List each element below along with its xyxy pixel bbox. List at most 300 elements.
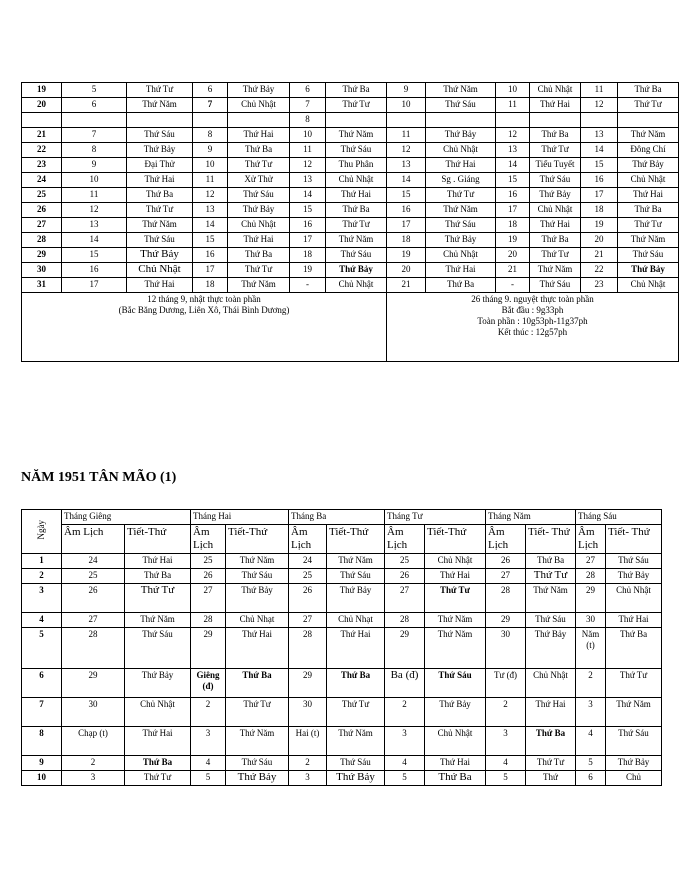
table-row xyxy=(22,554,662,569)
table-cell: Thứ Tư xyxy=(530,143,581,158)
table-cell: Chủ Nhật xyxy=(618,278,679,293)
table-cell: 26 xyxy=(191,569,226,584)
notes-row xyxy=(22,293,679,362)
table-cell: 25 xyxy=(385,554,425,569)
table-cell: Thứ Ba xyxy=(618,83,679,98)
table-cell: 15 xyxy=(62,248,127,263)
table-cell: Thứ Hai xyxy=(426,263,496,278)
table-cell: Thứ Bảy xyxy=(326,263,387,278)
table-cell: Thứ Ba xyxy=(326,83,387,98)
table-row xyxy=(22,727,662,756)
table-cell: Thứ Ba xyxy=(425,771,486,786)
sub-header-row xyxy=(22,525,662,554)
table-cell: 17 xyxy=(387,218,426,233)
table-cell: Thứ Sáu xyxy=(530,278,581,293)
table-cell: 12 xyxy=(496,128,530,143)
ngay-label: Ngày xyxy=(36,520,46,540)
table-cell: Thứ Ba xyxy=(228,143,290,158)
day-cell: 30 xyxy=(22,263,62,278)
note-line: Bắt đầu : 9g33ph xyxy=(501,305,564,315)
table-cell: Đại Thử xyxy=(127,158,193,173)
table-cell: Thứ Bảy xyxy=(127,143,193,158)
table-cell: 10 xyxy=(496,83,530,98)
table-cell: Thứ Bảy xyxy=(425,698,486,727)
table-cell: 16 xyxy=(290,218,326,233)
month-header: Tháng Sáu xyxy=(576,510,662,525)
table-cell: Thứ Sáu xyxy=(606,554,662,569)
table-cell: 15 xyxy=(387,188,426,203)
table-cell: 11 xyxy=(62,188,127,203)
table-cell: 16 xyxy=(387,203,426,218)
table-cell: 30 xyxy=(486,628,526,669)
month-header: Tháng Hai xyxy=(191,510,289,525)
table-cell: Thứ Sáu xyxy=(127,233,193,248)
table-cell: Thứ Bảy xyxy=(618,158,679,173)
day-cell: 1 xyxy=(22,554,62,569)
table-row xyxy=(22,143,679,158)
table-cell: 7 xyxy=(62,128,127,143)
table-cell: Thứ xyxy=(526,771,576,786)
calendar-table-1-body xyxy=(22,83,679,362)
table-cell: Thứ Hai xyxy=(530,98,581,113)
table-cell xyxy=(127,113,193,128)
table-cell: Chủ Nhật xyxy=(425,727,486,756)
table-cell: Thứ Bảy xyxy=(127,248,193,263)
table-cell: Thứ Ba xyxy=(326,203,387,218)
table-row xyxy=(22,569,662,584)
table-cell: Thứ Hai xyxy=(426,158,496,173)
table-cell: 21 xyxy=(387,278,426,293)
eclipse-note-left xyxy=(22,293,387,362)
table-cell: Thứ Hai xyxy=(425,756,486,771)
table-cell: 29 xyxy=(191,628,226,669)
ngay-header xyxy=(22,510,62,554)
table-cell: 25 xyxy=(289,569,327,584)
table-cell: 16 xyxy=(193,248,228,263)
table-cell: Thứ Tư xyxy=(327,698,385,727)
day-cell: 23 xyxy=(22,158,62,173)
table-cell: 5 xyxy=(62,83,127,98)
day-cell: 19 xyxy=(22,83,62,98)
table-cell: 13 xyxy=(193,203,228,218)
table-cell: 14 xyxy=(387,173,426,188)
note-line: Toàn phần : 10g53ph-11g37ph xyxy=(477,316,588,326)
table-cell: Thứ Bảy xyxy=(530,188,581,203)
table-cell: 17 xyxy=(193,263,228,278)
table-cell: 8 xyxy=(193,128,228,143)
table-cell: Thứ Sáu xyxy=(426,98,496,113)
table-cell: Thứ Năm xyxy=(127,98,193,113)
table-cell: Thứ Ba xyxy=(426,278,496,293)
table-cell: Thứ Sáu xyxy=(618,248,679,263)
table-cell: Thứ Năm xyxy=(425,628,486,669)
table-row xyxy=(22,128,679,143)
table-cell: 20 xyxy=(496,248,530,263)
table-cell: 28 xyxy=(576,569,606,584)
table-cell: 2 xyxy=(385,698,425,727)
table-cell xyxy=(22,113,62,128)
note-line: (Bắc Băng Dương, Liên Xô, Thái Bình Dương) xyxy=(118,305,290,315)
table-cell: Thứ Ba xyxy=(606,628,662,669)
table-cell xyxy=(228,113,290,128)
sub-header-am-lich: Âm Lịch xyxy=(486,525,526,554)
table-cell: Ba (đ) xyxy=(385,669,425,698)
table-cell: Thứ Tư xyxy=(125,771,191,786)
table-row xyxy=(22,628,662,669)
table-cell: Thứ Tư xyxy=(228,158,290,173)
table-cell: Thứ Sáu xyxy=(127,128,193,143)
table-cell xyxy=(618,113,679,128)
table-cell: Thứ Tư xyxy=(530,248,581,263)
table-cell: Thứ Năm xyxy=(526,584,576,613)
sub-header-tiet-thu: Tiết-Thứ xyxy=(425,525,486,554)
table-cell: 26 xyxy=(385,569,425,584)
table-cell: Chủ Nhạt xyxy=(226,613,289,628)
calendar-table-2-body xyxy=(22,510,662,786)
table-cell: 26 xyxy=(62,584,125,613)
table-cell: 29 xyxy=(62,669,125,698)
table-cell: Thứ Bảy xyxy=(426,128,496,143)
table-cell: 3 xyxy=(486,727,526,756)
table-cell: Thứ Ba xyxy=(327,669,385,698)
table-cell: Thứ Hai xyxy=(326,188,387,203)
table-cell: Chủ Nhật xyxy=(530,83,581,98)
table-cell: 2 xyxy=(62,756,125,771)
month-header-row xyxy=(22,510,662,525)
table-cell: 11 xyxy=(496,98,530,113)
sub-header-tiet-thu: Tiết- Thứ xyxy=(606,525,662,554)
table-cell: Chủ Nhật xyxy=(125,698,191,727)
day-cell: 25 xyxy=(22,188,62,203)
table-cell: Thứ Tư xyxy=(226,698,289,727)
table-cell: 15 xyxy=(193,233,228,248)
table-cell: 14 xyxy=(581,143,618,158)
table-cell: 14 xyxy=(193,218,228,233)
table-cell: 26 xyxy=(486,554,526,569)
table-cell: Thứ Năm xyxy=(426,83,496,98)
table-cell: Chủ Nhật xyxy=(526,669,576,698)
table-cell: Thứ Năm xyxy=(127,218,193,233)
table-cell: Thứ Bảy xyxy=(327,771,385,786)
table-cell: 18 xyxy=(290,248,326,263)
table-cell: Thứ Hai xyxy=(125,727,191,756)
table-cell: 9 xyxy=(62,158,127,173)
month-header: Tháng Giêng xyxy=(62,510,191,525)
table-cell: 6 xyxy=(193,83,228,98)
table-cell: Thứ Ba xyxy=(125,756,191,771)
table-cell: 10 xyxy=(290,128,326,143)
sub-header-am-lich: Âm Lịch xyxy=(191,525,226,554)
table-cell: 3 xyxy=(191,727,226,756)
table-cell: Chủ Nhật xyxy=(228,218,290,233)
table-cell: Thứ Năm xyxy=(530,263,581,278)
table-cell: 18 xyxy=(387,233,426,248)
table-cell: Thu Phân xyxy=(326,158,387,173)
table-cell: Thứ Hai xyxy=(226,628,289,669)
note-line: Kết thúc : 12g57ph xyxy=(497,327,568,337)
table-cell: Chủ Nhật xyxy=(618,173,679,188)
table-cell: 28 xyxy=(191,613,226,628)
table-cell: Thứ Tư xyxy=(606,669,662,698)
table-cell: 14 xyxy=(62,233,127,248)
table-cell xyxy=(496,113,530,128)
table-cell: 5 xyxy=(385,771,425,786)
table-cell: 8 xyxy=(62,143,127,158)
table-cell: 5 xyxy=(576,756,606,771)
table-cell: 26 xyxy=(289,584,327,613)
table-row xyxy=(22,698,662,727)
table-cell: 10 xyxy=(193,158,228,173)
table-row xyxy=(22,278,679,293)
table-cell: 29 xyxy=(486,613,526,628)
table-cell: 13 xyxy=(496,143,530,158)
table-cell: Thứ Năm xyxy=(226,554,289,569)
table-cell: 7 xyxy=(193,98,228,113)
day-cell: 4 xyxy=(22,613,62,628)
table-cell: 5 xyxy=(486,771,526,786)
table-cell: Thứ Ba xyxy=(530,128,581,143)
table-cell: 18 xyxy=(581,203,618,218)
day-cell: 27 xyxy=(22,218,62,233)
table-cell: 3 xyxy=(62,771,125,786)
table-cell: Thứ Sáu xyxy=(606,727,662,756)
table-row xyxy=(22,113,679,128)
table-cell: 11 xyxy=(581,83,618,98)
table-cell: Thứ Sáu xyxy=(426,218,496,233)
table-cell: Thứ Sáu xyxy=(327,756,385,771)
sub-header-tiet-thu: Tiết- Thứ xyxy=(526,525,576,554)
table-cell: 30 xyxy=(576,613,606,628)
table-cell: Thứ Bảy xyxy=(125,669,191,698)
table-cell: 13 xyxy=(387,158,426,173)
table-cell: 17 xyxy=(62,278,127,293)
table-cell: 2 xyxy=(486,698,526,727)
table-cell: Thứ Bảy xyxy=(228,203,290,218)
table-cell: 12 xyxy=(581,98,618,113)
table-cell: 29 xyxy=(289,669,327,698)
table-row xyxy=(22,248,679,263)
table-row xyxy=(22,756,662,771)
table-cell: 11 xyxy=(387,128,426,143)
table-cell: Thứ Hai xyxy=(526,698,576,727)
table-cell: 27 xyxy=(576,554,606,569)
table-cell: 4 xyxy=(191,756,226,771)
table-cell: 28 xyxy=(486,584,526,613)
table-cell: 16 xyxy=(496,188,530,203)
table-cell: Thứ Hai xyxy=(425,569,486,584)
month-header: Tháng Năm xyxy=(486,510,576,525)
table-cell: 16 xyxy=(62,263,127,278)
table-row xyxy=(22,158,679,173)
table-cell: 28 xyxy=(62,628,125,669)
table-cell: Thứ Tư xyxy=(228,263,290,278)
table-cell: Chủ Nhật xyxy=(426,248,496,263)
table-cell: Thứ Năm xyxy=(618,128,679,143)
table-cell: 27 xyxy=(62,613,125,628)
table-cell xyxy=(326,113,387,128)
table-cell: 13 xyxy=(581,128,618,143)
table-cell xyxy=(426,113,496,128)
table-cell: Thứ Bảy xyxy=(618,263,679,278)
day-cell: 22 xyxy=(22,143,62,158)
eclipse-note-right xyxy=(387,293,679,362)
table-cell: Thứ Ba xyxy=(526,554,576,569)
month-header: Tháng Ba xyxy=(289,510,385,525)
table-cell: 15 xyxy=(290,203,326,218)
calendar-table-1951 xyxy=(21,509,662,786)
table-cell xyxy=(62,113,127,128)
sub-header-am-lich: Âm Lịch xyxy=(576,525,606,554)
table-cell: 4 xyxy=(486,756,526,771)
table-cell: Thứ Sáu xyxy=(326,143,387,158)
table-cell: 19 xyxy=(290,263,326,278)
day-cell: 5 xyxy=(22,628,62,669)
day-cell: 29 xyxy=(22,248,62,263)
table-cell: Thứ Ba xyxy=(526,727,576,756)
table-cell: 27 xyxy=(191,584,226,613)
table-cell: 14 xyxy=(496,158,530,173)
table-cell xyxy=(581,113,618,128)
table-cell: Thứ Ba xyxy=(127,188,193,203)
table-cell: Thứ Năm xyxy=(125,613,191,628)
day-cell: 26 xyxy=(22,203,62,218)
table-row xyxy=(22,218,679,233)
sub-header-am-lich: Âm Lịch xyxy=(289,525,327,554)
table-cell: Thứ Hai xyxy=(127,278,193,293)
table-cell: Thứ Bảy xyxy=(226,771,289,786)
table-cell: 18 xyxy=(496,218,530,233)
table-cell: Thứ Hai xyxy=(606,613,662,628)
table-cell: 20 xyxy=(581,233,618,248)
table-row xyxy=(22,203,679,218)
table-cell: Thứ Năm xyxy=(228,278,290,293)
table-cell: Thứ Tư xyxy=(618,218,679,233)
table-cell: 6 xyxy=(62,98,127,113)
table-cell: Thứ Hai xyxy=(327,628,385,669)
table-cell: Thứ Hai xyxy=(228,233,290,248)
table-cell: 11 xyxy=(193,173,228,188)
table-cell: Thứ Năm xyxy=(326,233,387,248)
table-cell: - xyxy=(290,278,326,293)
day-cell: 3 xyxy=(22,584,62,613)
day-cell: 6 xyxy=(22,669,62,698)
table-cell: 21 xyxy=(496,263,530,278)
table-cell: 27 xyxy=(486,569,526,584)
table-cell: Thứ Tư xyxy=(425,584,486,613)
month-header: Tháng Tư xyxy=(385,510,486,525)
table-cell: 25 xyxy=(191,554,226,569)
table-cell: Thứ Năm xyxy=(425,613,486,628)
table-cell: 2 xyxy=(191,698,226,727)
day-cell: 9 xyxy=(22,756,62,771)
table-cell: 15 xyxy=(496,173,530,188)
table-cell: Thứ Ba xyxy=(618,203,679,218)
table-cell: Chủ Nhật xyxy=(228,98,290,113)
day-cell: 7 xyxy=(22,698,62,727)
sub-header-am-lich: Âm Lịch xyxy=(385,525,425,554)
table-cell: Thứ Hai xyxy=(127,173,193,188)
table-cell: 9 xyxy=(193,143,228,158)
table-cell: Thứ Tư xyxy=(326,218,387,233)
table-cell: Xử Thử xyxy=(228,173,290,188)
table-cell: Thứ Tư xyxy=(526,569,576,584)
table-cell: Chủ Nhật xyxy=(127,263,193,278)
table-cell: 25 xyxy=(62,569,125,584)
table-cell: 4 xyxy=(576,727,606,756)
sub-header-tiet-thu: Tiết-Thứ xyxy=(125,525,191,554)
table-row xyxy=(22,173,679,188)
table-cell: Tư (đ) xyxy=(486,669,526,698)
table-cell: Sg . Giáng xyxy=(426,173,496,188)
table-cell: Thứ Tư xyxy=(526,756,576,771)
table-cell: 7 xyxy=(290,98,326,113)
table-cell: Thứ Sáu xyxy=(425,669,486,698)
day-cell: 28 xyxy=(22,233,62,248)
table-cell: 19 xyxy=(496,233,530,248)
note-line: 26 tháng 9. nguyệt thực toàn phần xyxy=(471,294,594,304)
table-cell: Chủ Nhật xyxy=(426,143,496,158)
table-cell: Thứ Tư xyxy=(127,203,193,218)
table-cell: 19 xyxy=(581,218,618,233)
table-cell: 2 xyxy=(289,756,327,771)
table-cell: Thứ Sáu xyxy=(228,188,290,203)
table-row xyxy=(22,263,679,278)
day-cell: 8 xyxy=(22,727,62,756)
sub-header-tiet-thu: Tiết-Thứ xyxy=(327,525,385,554)
table-row xyxy=(22,233,679,248)
table-cell: 15 xyxy=(581,158,618,173)
table-cell: Thứ Tư xyxy=(426,188,496,203)
table-cell: Chủ Nhật xyxy=(606,584,662,613)
table-cell: 24 xyxy=(62,554,125,569)
table-cell: Thứ Năm xyxy=(326,128,387,143)
table-cell: Thứ Sáu xyxy=(226,756,289,771)
table-cell: Thứ Năm xyxy=(606,698,662,727)
table-cell: 17 xyxy=(496,203,530,218)
table-cell: Chủ Nhật xyxy=(530,203,581,218)
table-cell: Thứ Sáu xyxy=(530,173,581,188)
table-row xyxy=(22,669,662,698)
day-cell: 31 xyxy=(22,278,62,293)
table-cell: 17 xyxy=(581,188,618,203)
table-cell: 30 xyxy=(62,698,125,727)
table-row xyxy=(22,613,662,628)
table-cell: Thứ Hai xyxy=(228,128,290,143)
day-cell: 21 xyxy=(22,128,62,143)
table-cell: Thứ Năm xyxy=(426,203,496,218)
table-cell: 10 xyxy=(62,173,127,188)
table-cell: Thứ Bảy xyxy=(327,584,385,613)
table-cell: 29 xyxy=(576,584,606,613)
day-cell: 20 xyxy=(22,98,62,113)
table-cell: 6 xyxy=(290,83,326,98)
table-cell: 2 xyxy=(576,669,606,698)
table-cell: 12 xyxy=(193,188,228,203)
table-cell: Thứ Ba xyxy=(228,248,290,263)
table-cell: 22 xyxy=(581,263,618,278)
day-cell: 10 xyxy=(22,771,62,786)
table-cell: Thứ Năm xyxy=(226,727,289,756)
table-cell: 5 xyxy=(191,771,226,786)
table-cell: 3 xyxy=(385,727,425,756)
table-cell: 13 xyxy=(62,218,127,233)
table-cell: Chủ xyxy=(606,771,662,786)
table-row xyxy=(22,584,662,613)
table-cell: Thứ Ba xyxy=(226,669,289,698)
table-cell: 16 xyxy=(581,173,618,188)
table-row xyxy=(22,188,679,203)
table-cell: 27 xyxy=(289,613,327,628)
